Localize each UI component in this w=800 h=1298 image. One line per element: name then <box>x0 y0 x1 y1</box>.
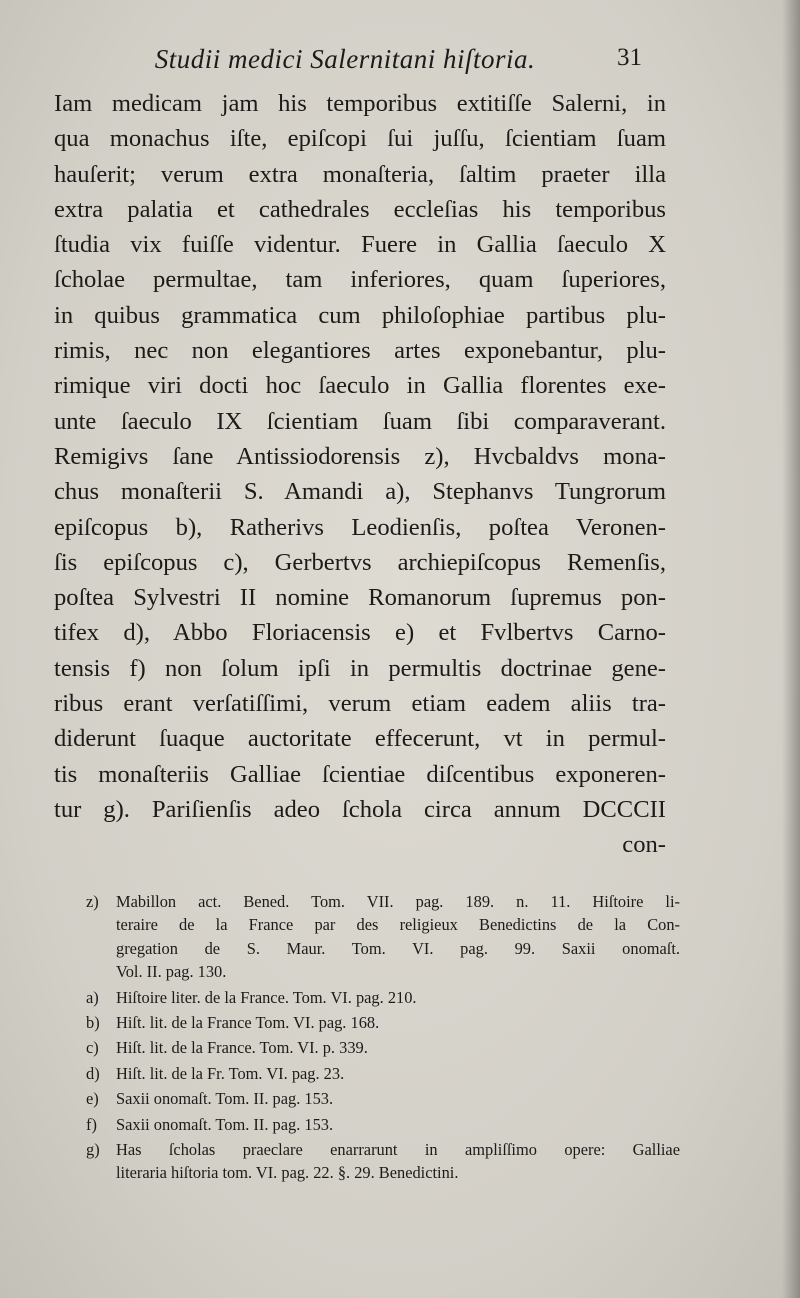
text-line: tis monaſteriis Galliae ſcientiae diſcentibus exponeren- <box>54 760 666 788</box>
footnote-f <box>86 1113 680 1136</box>
text-line: rimique viri docti hoc ſaeculo in Gallia florentes exe- <box>54 372 666 400</box>
footnote-mark: b) <box>86 1013 100 1033</box>
text-line: tifex d), Abbo Floriacensis e) et Fvlbertvs Carno- <box>54 619 666 647</box>
text-line: ſcholae permultae, tam inferiores, quam ſuperiores, <box>54 266 666 294</box>
footnote-z <box>86 890 680 984</box>
footnote-d <box>86 1062 680 1085</box>
text-line: tur g). Pariſienſis adeo ſchola circa annum DCCCII <box>54 795 666 823</box>
text-line: chus monaſterii S. Amandi a), Stephanvs Tungrorum <box>54 478 666 506</box>
text-line: Remigivs ſane Antissiodorensis z), Hvcbaldvs mona- <box>54 442 666 470</box>
footnote-line: literaria hiſtoria tom. VI. pag. 22. §. 29. Benedictini. <box>116 1163 459 1183</box>
page-edge-shadow <box>782 0 800 1298</box>
text-line: ſtudia vix fuiſſe videntur. Fuere in Gallia ſaeculo X <box>54 231 666 259</box>
text-line: qua monachus iſte, epiſcopi ſui juſſu, ſcientiam ſuam <box>54 125 666 153</box>
footnote-mark: a) <box>86 987 99 1007</box>
footnote-mark: e) <box>86 1089 99 1109</box>
footnote-mark: z) <box>86 892 99 911</box>
footnote-line: Hiſt. lit. de la France Tom. VI. pag. 168. <box>116 1013 380 1033</box>
footnote-c <box>86 1036 680 1059</box>
footnote-line: Hiſtoire liter. de la France. Tom. VI. pag. 210. <box>116 987 417 1007</box>
footnote-line: Vol. II. pag. 130. <box>116 962 227 982</box>
footnote-mark: f) <box>86 1114 97 1134</box>
footnote-a <box>86 986 680 1009</box>
catchword: con- <box>622 831 666 859</box>
footnote-b <box>86 1011 680 1034</box>
main-text <box>54 86 666 863</box>
footnote-line: Hiſt. lit. de la Fr. Tom. VI. pag. 23. <box>116 1063 345 1083</box>
footnote-e <box>86 1087 680 1110</box>
footnote-mark: c) <box>86 1038 99 1058</box>
footnote-mark: d) <box>86 1063 100 1083</box>
footnote-line: gregation de S. Maur. Tom. VI. pag. 99. Saxii onomaſt. <box>116 938 680 958</box>
text-line: unte ſaeculo IX ſcientiam ſuam ſibi comparaverant. <box>54 407 666 435</box>
page-header <box>0 44 800 84</box>
footnotes <box>86 890 680 1185</box>
footnote-line: teraire de la France par des religieux Benedictins de la Con- <box>116 915 680 935</box>
footnote-line: Saxii onomaſt. Tom. II. pag. 153. <box>116 1089 334 1109</box>
text-line: epiſcopus b), Ratherivs Leodienſis, poſtea Veronen- <box>54 513 666 541</box>
text-line: diderunt ſuaque auctoritate effecerunt, vt in permul- <box>54 725 666 753</box>
text-line: hauſerit; verum extra monaſteria, ſaltim praeter illa <box>54 160 666 188</box>
running-title: Studii medici Salernitani hiſtoria. <box>154 44 536 74</box>
footnote-line: Saxii onomaſt. Tom. II. pag. 153. <box>116 1114 334 1134</box>
footnote-g <box>86 1138 680 1185</box>
text-line: ſis epiſcopus c), Gerbertvs archiepiſcopus Remenſis, <box>54 548 666 576</box>
text-line: extra palatia et cathedrales eccleſias his temporibus <box>54 195 666 223</box>
footnote-line: Has ſcholas praeclare enarrarunt in ampliſſimo opere: Galliae <box>116 1140 680 1160</box>
page-number: 31 <box>617 44 642 71</box>
text-line: in quibus grammatica cum philoſophiae partibus plu- <box>54 301 666 329</box>
text-line: Iam medicam jam his temporibus extitiſſe Salerni, in <box>54 90 666 117</box>
text-line: tensis f) non ſolum ipſi in permultis doctrinae gene- <box>54 654 666 682</box>
footnote-line: Mabillon act. Bened. Tom. VII. pag. 189. n. 11. Hiſtoire li- <box>116 892 680 911</box>
footnote-mark: g) <box>86 1140 100 1160</box>
footnote-line: Hiſt. lit. de la France. Tom. VI. p. 339. <box>116 1038 368 1058</box>
text-line: poſtea Sylvestri II nomine Romanorum ſupremus pon- <box>54 584 666 612</box>
text-line: ribus erant verſatiſſimi, verum etiam eadem aliis tra- <box>54 690 666 718</box>
text-line: rimis, nec non elegantiores artes exponebantur, plu- <box>54 337 666 365</box>
